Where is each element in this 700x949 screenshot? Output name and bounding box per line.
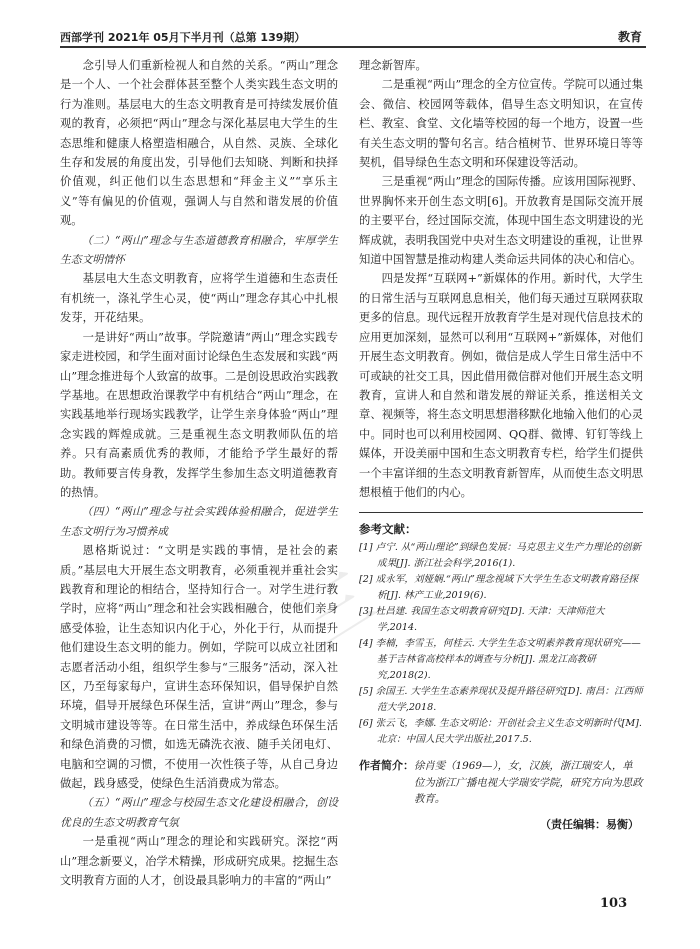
running-header — [60, 28, 646, 48]
reference-item: [5] 余国王. 大学生生态素养现状及提升路径研究[D]. 南昌：江西师范大学,2018. — [359, 686, 643, 714]
references-title: 参考文献： — [359, 512, 643, 537]
body-paragraph: 一是讲好“两山”故事。学院邀请“两山”理念实践专家走进校园，和学生面对面讨论绿色生态发展和实践“两山”理念推进每个人致富的故事。二是创设思政治实践教学基地。在思想政治课教学中有机结合“两山”理念，在实践基地举行现场实践教学，让学生亲身体验“两山”理念实践的辉煌成就。三是重视生态文明教师队伍的培养。只有高素质优秀的教师，才能给予学生最好的帮助。教师要言传身教，发挥学生参加生态文明道德教育的热情。 — [60, 330, 338, 499]
responsible-editor: （责任编辑：易衡） — [540, 817, 639, 831]
page-number: 103 — [600, 896, 628, 911]
reference-item: [1] 卢宁. 从“两山理论”到绿色发展：马克思主义生产力理论的创新成果[J]. 浙江社会科学,2016(1). — [359, 542, 641, 570]
watermark: 三 — [285, 556, 389, 664]
author-bio — [359, 758, 643, 808]
body-paragraph: 基层电大生态文明教育，应将学生道德和生态责任有机统一，涤礼学生心灵，使“两山”理念存其心中扎根发芽，开花结果。 — [60, 272, 338, 325]
body-paragraph: 恩格斯说过：“文明是实践的事情，是社会的素质。”基层电大开展生态文明教育，必须重视并重社会实践教育和理论的相结合，坚持知行合一。对学生进行教学时，应将“两山”理念和社会实践相融合，使他们亲身感受体验，让生态知识内化于心，外化于行，从而提升他们建设生态文明的能力。例如，学院可以成立社团和志愿者活动小组，组织学生参与“三服务”活动，深入社区，乃至每家每户，宣讲生态环保知识，倡导保护自然环境，倡导开展绿色环保生活，宣讲“两山”理念，参与文明城市建设等等。在日常生活中，养成绿色环保生活和绿色消费的习惯，如选无磷洗衣液、随手关闭电灯、电脑和空调的习惯，不使用一次性筷子等，从自己身边做起，践身感受，使绿色生活消费成为常态。 — [60, 544, 338, 791]
body-paragraph: 念引导人们重新检视人和自然的关系。“两山”理念是一个人、一个社会群体甚至整个人类实践生态文明的行为准则。基层电大的生态文明教育是可持续发展价值观的教育，必须把“两山”理念与深化基层电大学生的生态思维和健康人格塑造相融合，从自然、灵族、全球化生存和发展的角度出发，引导他们去知晓、判断和抉择价值观，纠正他们以生态思想和“拜金主义”“享乐主义”等有偏见的价值观，强调人与自然和谐发展的价值观。 — [60, 59, 338, 228]
body-paragraph: 三是重视“两山”理念的国际传播。应该用国际视野、世界胸怀来开创生态文明[6]。开放教育是国际交流开展的主要平台，经过国际交流，体现中国生态文明建设的光辉成就，表明我国党中央对生态文明建设的重视，让世界知道中国智慧是推动构建人类命运共同体的决心和信心。 — [359, 175, 643, 267]
author-text: 徐肖雯（1969—），女，汉族，浙江瑞安人，单位为浙江广播电视大学瑞安学院，研究方向为思政教育。 — [414, 760, 643, 806]
journal-name: 西部学刊 2021年 05月下半月刊（总第 139期） — [60, 31, 306, 44]
reference-item: [6] 张云飞，李娜. 生态文明论：开创社会主义生态文明新时代[M]. 北京：中国人民大学出版社,2017.5. — [359, 718, 642, 746]
left-column — [60, 56, 338, 890]
reference-item: [2] 成永军，刘娅娴.“两山”理念视域下大学生生态文明教育路径探析[J]. 林产工业,2019(6). — [359, 574, 638, 602]
references-list — [359, 540, 643, 748]
body-paragraph: 四是发挥“互联网+”新媒体的作用。新时代，大学生的日常生活与互联网息息相关，他们每天通过互联网获取更多的信息。现代远程开放教育学生是对现代信息技术的应用更加深刻，显然可以利用“互联网+”新媒体，对他们开展生态文明教育。例如，微信是成人学生日常生活中不可或缺的社交工具，因此借用微信群对他们开展生态文明教育，宣讲人和自然和谐发展的辩证关系，推送相关文章、视频等，将生态文明思想潜移默化地输入他们的心灵中。同时也可以利用校园网、QQ群、微博、钉钉等线上媒体，开设美丽中国和生态文明教育专栏，给学生们提供一个丰富详细的生态文明教育新智库，从而使生态文明思想根植于他们的内心。 — [359, 272, 643, 499]
section-subheading: （四）“两山”理念与社会实践体验相融合，促进学生生态文明行为习惯养成 — [60, 505, 338, 538]
author-label: 作者简介： — [359, 759, 414, 773]
section-name: 教育 — [617, 30, 642, 44]
section-subheading: （二）“两山”理念与生态道德教育相融合，牢厚学生生态文明情怀 — [60, 233, 338, 267]
reference-item: [4] 李楠，李雪玉，何桂云. 大学生生态文明素养教育现状研究——基于吉林省高校样本的调查与分析[J]. 黑龙江高教研究,2018(2). — [359, 638, 641, 682]
right-column — [359, 56, 643, 832]
section-subheading: （五）“两山”理念与校园生态文化建设相融合，创设优良的生态文明教育气氛 — [60, 796, 338, 829]
body-paragraph: 理念新智库。 — [359, 59, 427, 72]
right-column-body — [359, 56, 643, 502]
body-paragraph: 二是重视“两山”理念的全方位宣传。学院可以通过集会、微信、校园网等载体，倡导生态文明知识，在宣传栏、教室、食堂、文化墙等校园的每一个地方，设置一些有关生态文明的警句名言。结合植树节、世界环境日等等契机，倡导绿色生态文明和环保建设等活动。 — [359, 78, 643, 170]
body-paragraph: 一是重视“两山”理念的理论和实践研究。深挖“两山”理念新要义，冶学术精操，形成研究成果。挖掘生态文明教育方面的人才，创设最具影响力的丰富的“两山” — [60, 835, 338, 888]
reference-item: [3] 杜昌建. 我国生态文明教育研究[D]. 天津：天津师范大学,2014. — [359, 606, 605, 634]
